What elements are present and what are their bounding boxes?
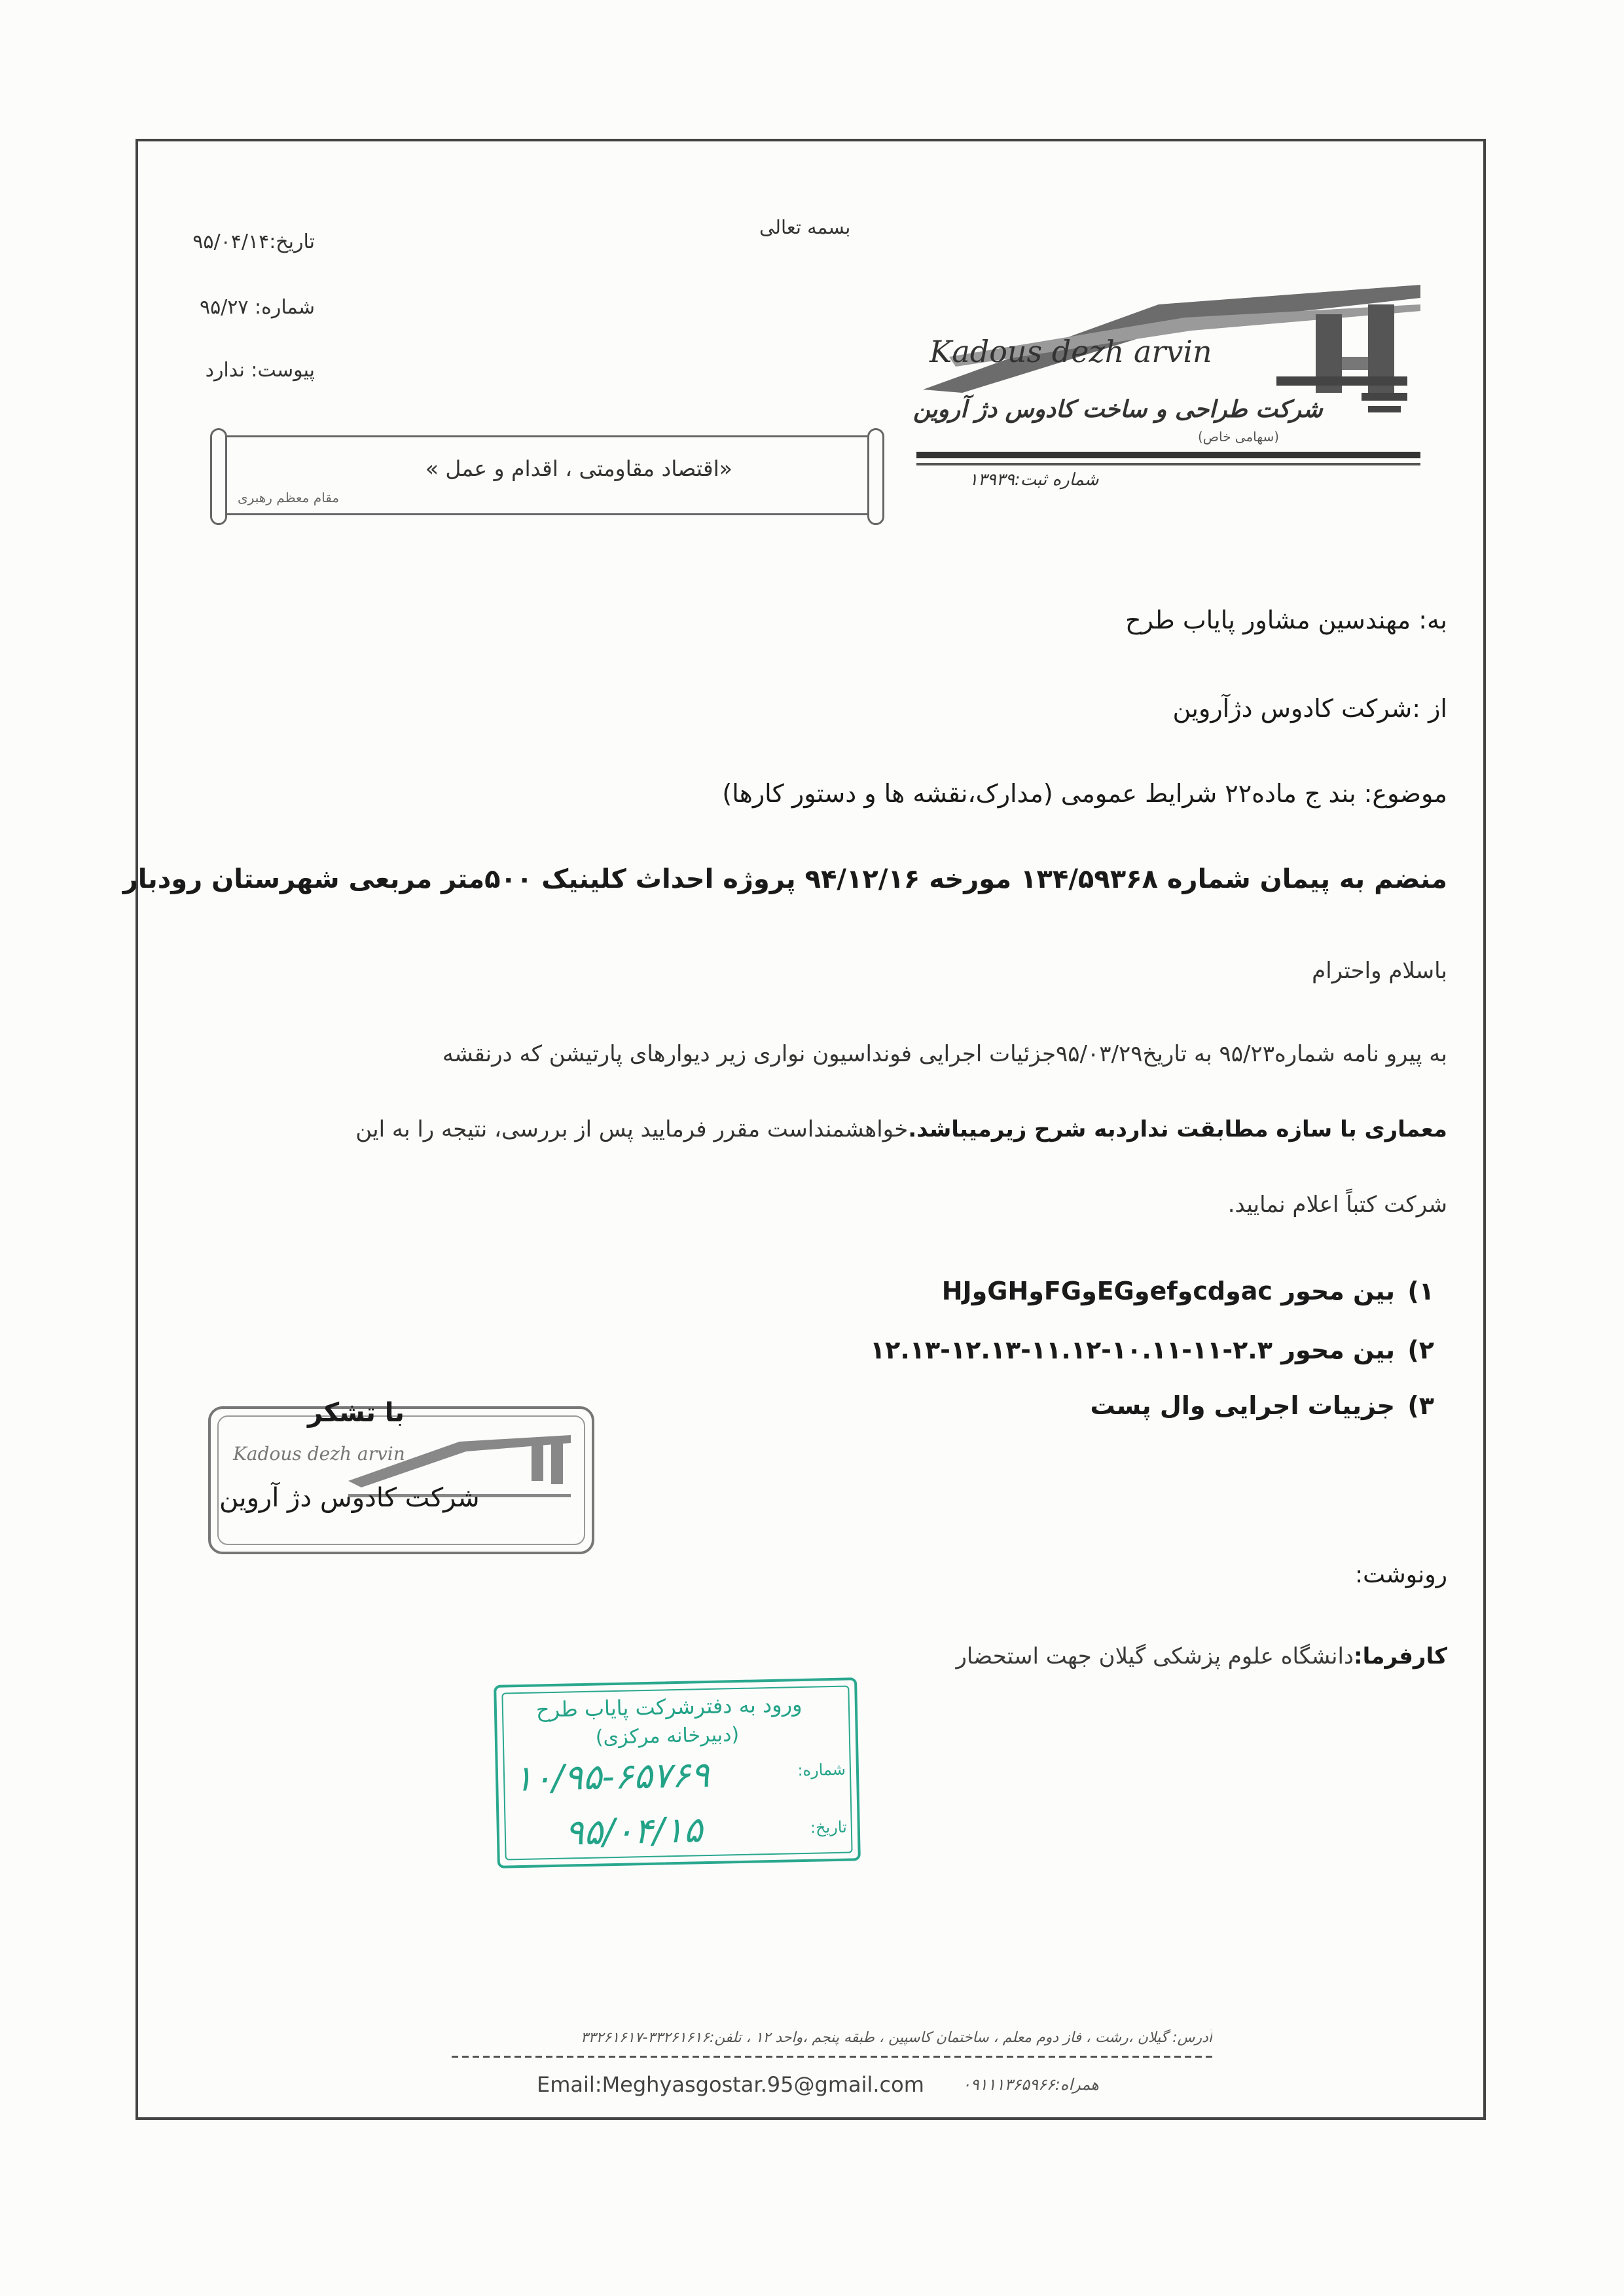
received-stamp-title: ورود به دفترشرکت پایاب طرح <box>535 1691 803 1722</box>
list-item-number: ۲) <box>1407 1336 1434 1364</box>
body-paragraph-bold: معماری با سازه مطابقت نداردبه شرح زیرمیباشد. <box>908 1116 1447 1142</box>
recipient: به: مهندسین مشاور پایاب طرح <box>1125 606 1447 634</box>
closing-signature: شرکت کادوس دژ آروین <box>219 1483 480 1513</box>
list-item-2 <box>870 1336 1434 1364</box>
slogan-text: «اقتصاد مقاومتی ، اقدام و عمل » <box>425 456 732 481</box>
received-stamp-number: ۱۰/۹۵-۶۵۷۶۹ <box>513 1753 710 1800</box>
list-item-3 <box>1090 1391 1434 1420</box>
body-paragraph-line-1: به پیرو نامه شماره۹۵/۲۳ به تاریخ۹۵/۰۳/۲۹جزئیات اجرایی فونداسیون نواری زیر دیوارهای پارتیشن که درنقشه <box>442 1041 1447 1067</box>
received-stamp <box>494 1677 861 1868</box>
slogan-attribution: مقام معظم رهبری <box>238 490 340 505</box>
company-name: شرکت طراحی و ساخت کادوس دژ آروین <box>913 396 1323 423</box>
footer-mobile: همراه:۰۹۱۱۱۳۶۵۹۶۶ <box>962 2075 1099 2094</box>
cc-employer <box>956 1643 1448 1669</box>
brand-latin: Kadous dezh arvin <box>929 334 1212 369</box>
received-stamp-sub: (دبیرخانه مرکزی) <box>595 1723 740 1749</box>
body-paragraph-rest: خواهشمنداست مقرر فرمایید پس از بررسی، نتیجه را به این <box>355 1116 909 1142</box>
list-item-number: ۳) <box>1407 1391 1434 1420</box>
footer-divider <box>452 2056 1212 2058</box>
list-item-number: ۱) <box>1407 1277 1434 1305</box>
footer-address: آدرس: گیلان ،رشت ، فاز دوم معلم ، ساختمان کاسپین ، طبقه پنجم ،واحد ۱۲ ، تلفن:۳۳۲۶۱۶۱۶-۳۳۲۶۱۶۱۷ <box>580 2030 1212 2046</box>
company-logo <box>910 278 1434 501</box>
list-item-text: بین محور ۲.۳-۱۱-۱۰.۱۱-۱۱.۱۲-۱۲.۱۳-۱۲.۱۳ <box>869 1336 1395 1364</box>
slogan-banner <box>216 435 878 515</box>
greeting: باسلام واحترام <box>1312 958 1447 984</box>
house-logo-icon <box>910 278 1434 501</box>
list-item-text: بین محور acوcdوefوEGوFGوGHوHJ <box>941 1277 1395 1305</box>
body-paragraph-line-3: شرکت کتباً اعلام نمایید. <box>1227 1192 1447 1218</box>
body-paragraph-line-2 <box>355 1116 1447 1142</box>
contract-reference: منضم به پیمان شماره ۱۳۴/۵۹۳۶۸ مورخه ۹۴/۱۲/۱۶ پروژه احداث کلینیک ۵۰۰متر مربعی شهرستان رودبار <box>122 864 1447 894</box>
sender: از :شرکت کادوس دژآروین <box>1172 694 1447 723</box>
letter-number: شماره: ۹۵/۲۷ <box>199 296 315 319</box>
registration-number: شماره ثبت:۱۳۹۳۹ <box>969 470 1099 490</box>
closing-thanks: با تشکر <box>308 1398 405 1428</box>
company-stamp <box>208 1406 594 1554</box>
bismillah: بسمه تعالی <box>759 216 851 238</box>
received-stamp-date-label: تاریخ: <box>810 1817 848 1837</box>
company-type: (سهامی خاص) <box>1198 429 1280 445</box>
footer-email: Email:Meghyasgostar.95@gmail.com <box>537 2072 924 2097</box>
received-stamp-date: ۹۵/۰۴/۱۵ <box>564 1809 703 1853</box>
list-item-1 <box>942 1277 1434 1305</box>
received-stamp-number-label: شماره: <box>797 1760 846 1780</box>
subject: موضوع: بند ج ماده۲۲ شرایط عمومی (مدارک،نقشه ها و دستور کارها) <box>722 779 1447 808</box>
list-item-text: جزییات اجرایی وال پست <box>1090 1391 1395 1420</box>
cc-label: رونوشت: <box>1354 1561 1447 1588</box>
cc-employer-label: کارفرما: <box>1354 1643 1447 1669</box>
letter-attachment: پیوست: ندارد <box>205 359 315 382</box>
stamp-brand: Kadous dezh arvin <box>233 1443 405 1465</box>
cc-employer-text: دانشگاه علوم پزشکی گیلان جهت استحضار <box>956 1643 1354 1669</box>
letter-date: تاریخ:۹۵/۰۴/۱۴ <box>192 230 315 253</box>
